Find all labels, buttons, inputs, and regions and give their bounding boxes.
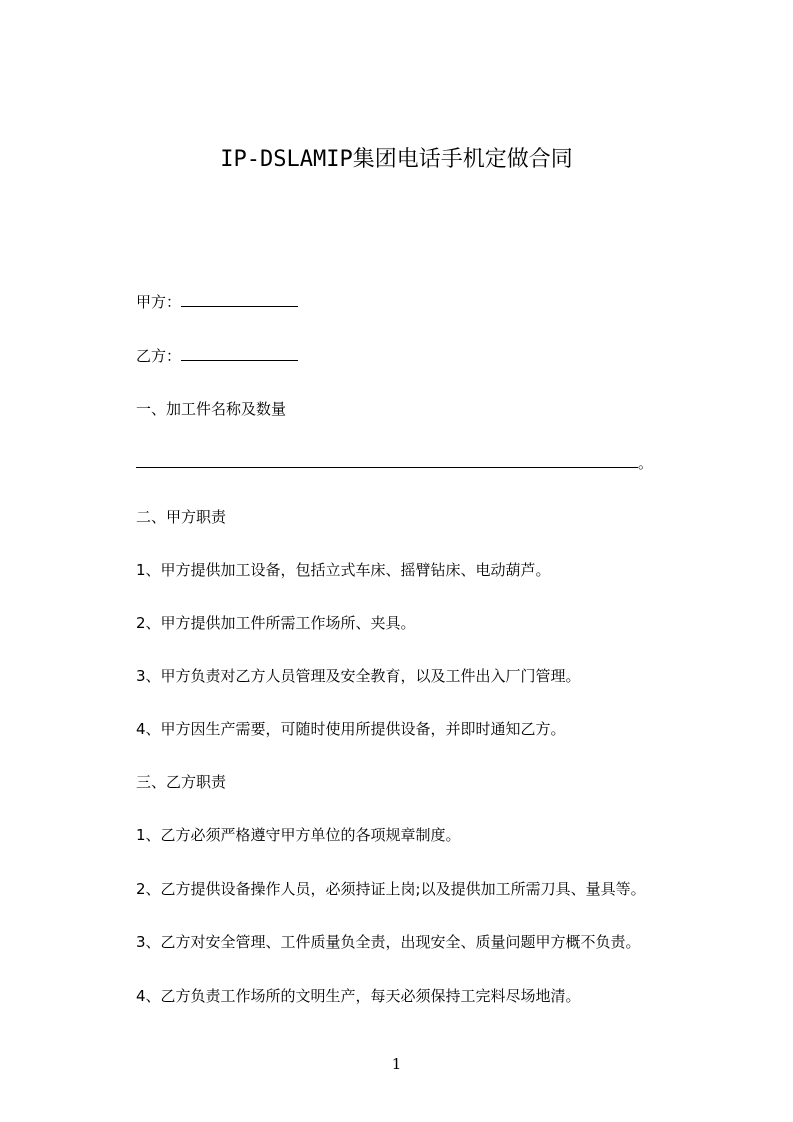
page-number: 1 [391,1055,402,1073]
party-b-blank [181,346,298,361]
section3-heading: 三、乙方职责 [136,773,227,791]
blank-suffix: 。 [638,454,654,472]
section1-heading: 一、加工件名称及数量 [136,400,287,418]
section2-item: 4、甲方因生产需要，可随时使用所提供设备，并即时通知乙方。 [136,720,566,738]
section3-item: 2、乙方提供设备操作人员，必须持证上岗;以及提供加工所需刀具、量具等。 [136,880,646,898]
section2-item: 1、甲方提供加工设备，包括立式车床、摇臂钻床、电动葫芦。 [136,561,551,579]
party-b-line [136,346,298,366]
section3-item: 3、乙方对安全管理、工件质量负全责，出现安全、质量问题甲方概不负责。 [136,933,641,951]
section2-item: 3、甲方负责对乙方人员管理及安全教育，以及工件出入厂门管理。 [136,667,581,685]
party-a-line [136,292,298,312]
section3-item: 4、乙方负责工作场所的文明生产，每天必须保持工完料尽场地清。 [136,987,581,1005]
section2-item: 2、甲方提供加工件所需工作场所、夹具。 [136,614,416,632]
document-title: IP-DSLAMIP集团电话手机定做合同 [220,147,573,172]
party-a-blank [181,292,298,307]
party-a-label: 甲方： [136,293,182,311]
section3-item: 1、乙方必须严格遵守甲方单位的各项规章制度。 [136,826,461,844]
section1-blank-line [136,453,653,473]
section2-heading: 二、甲方职责 [136,508,227,526]
party-b-label: 乙方： [136,347,182,365]
items-blank [136,453,638,468]
